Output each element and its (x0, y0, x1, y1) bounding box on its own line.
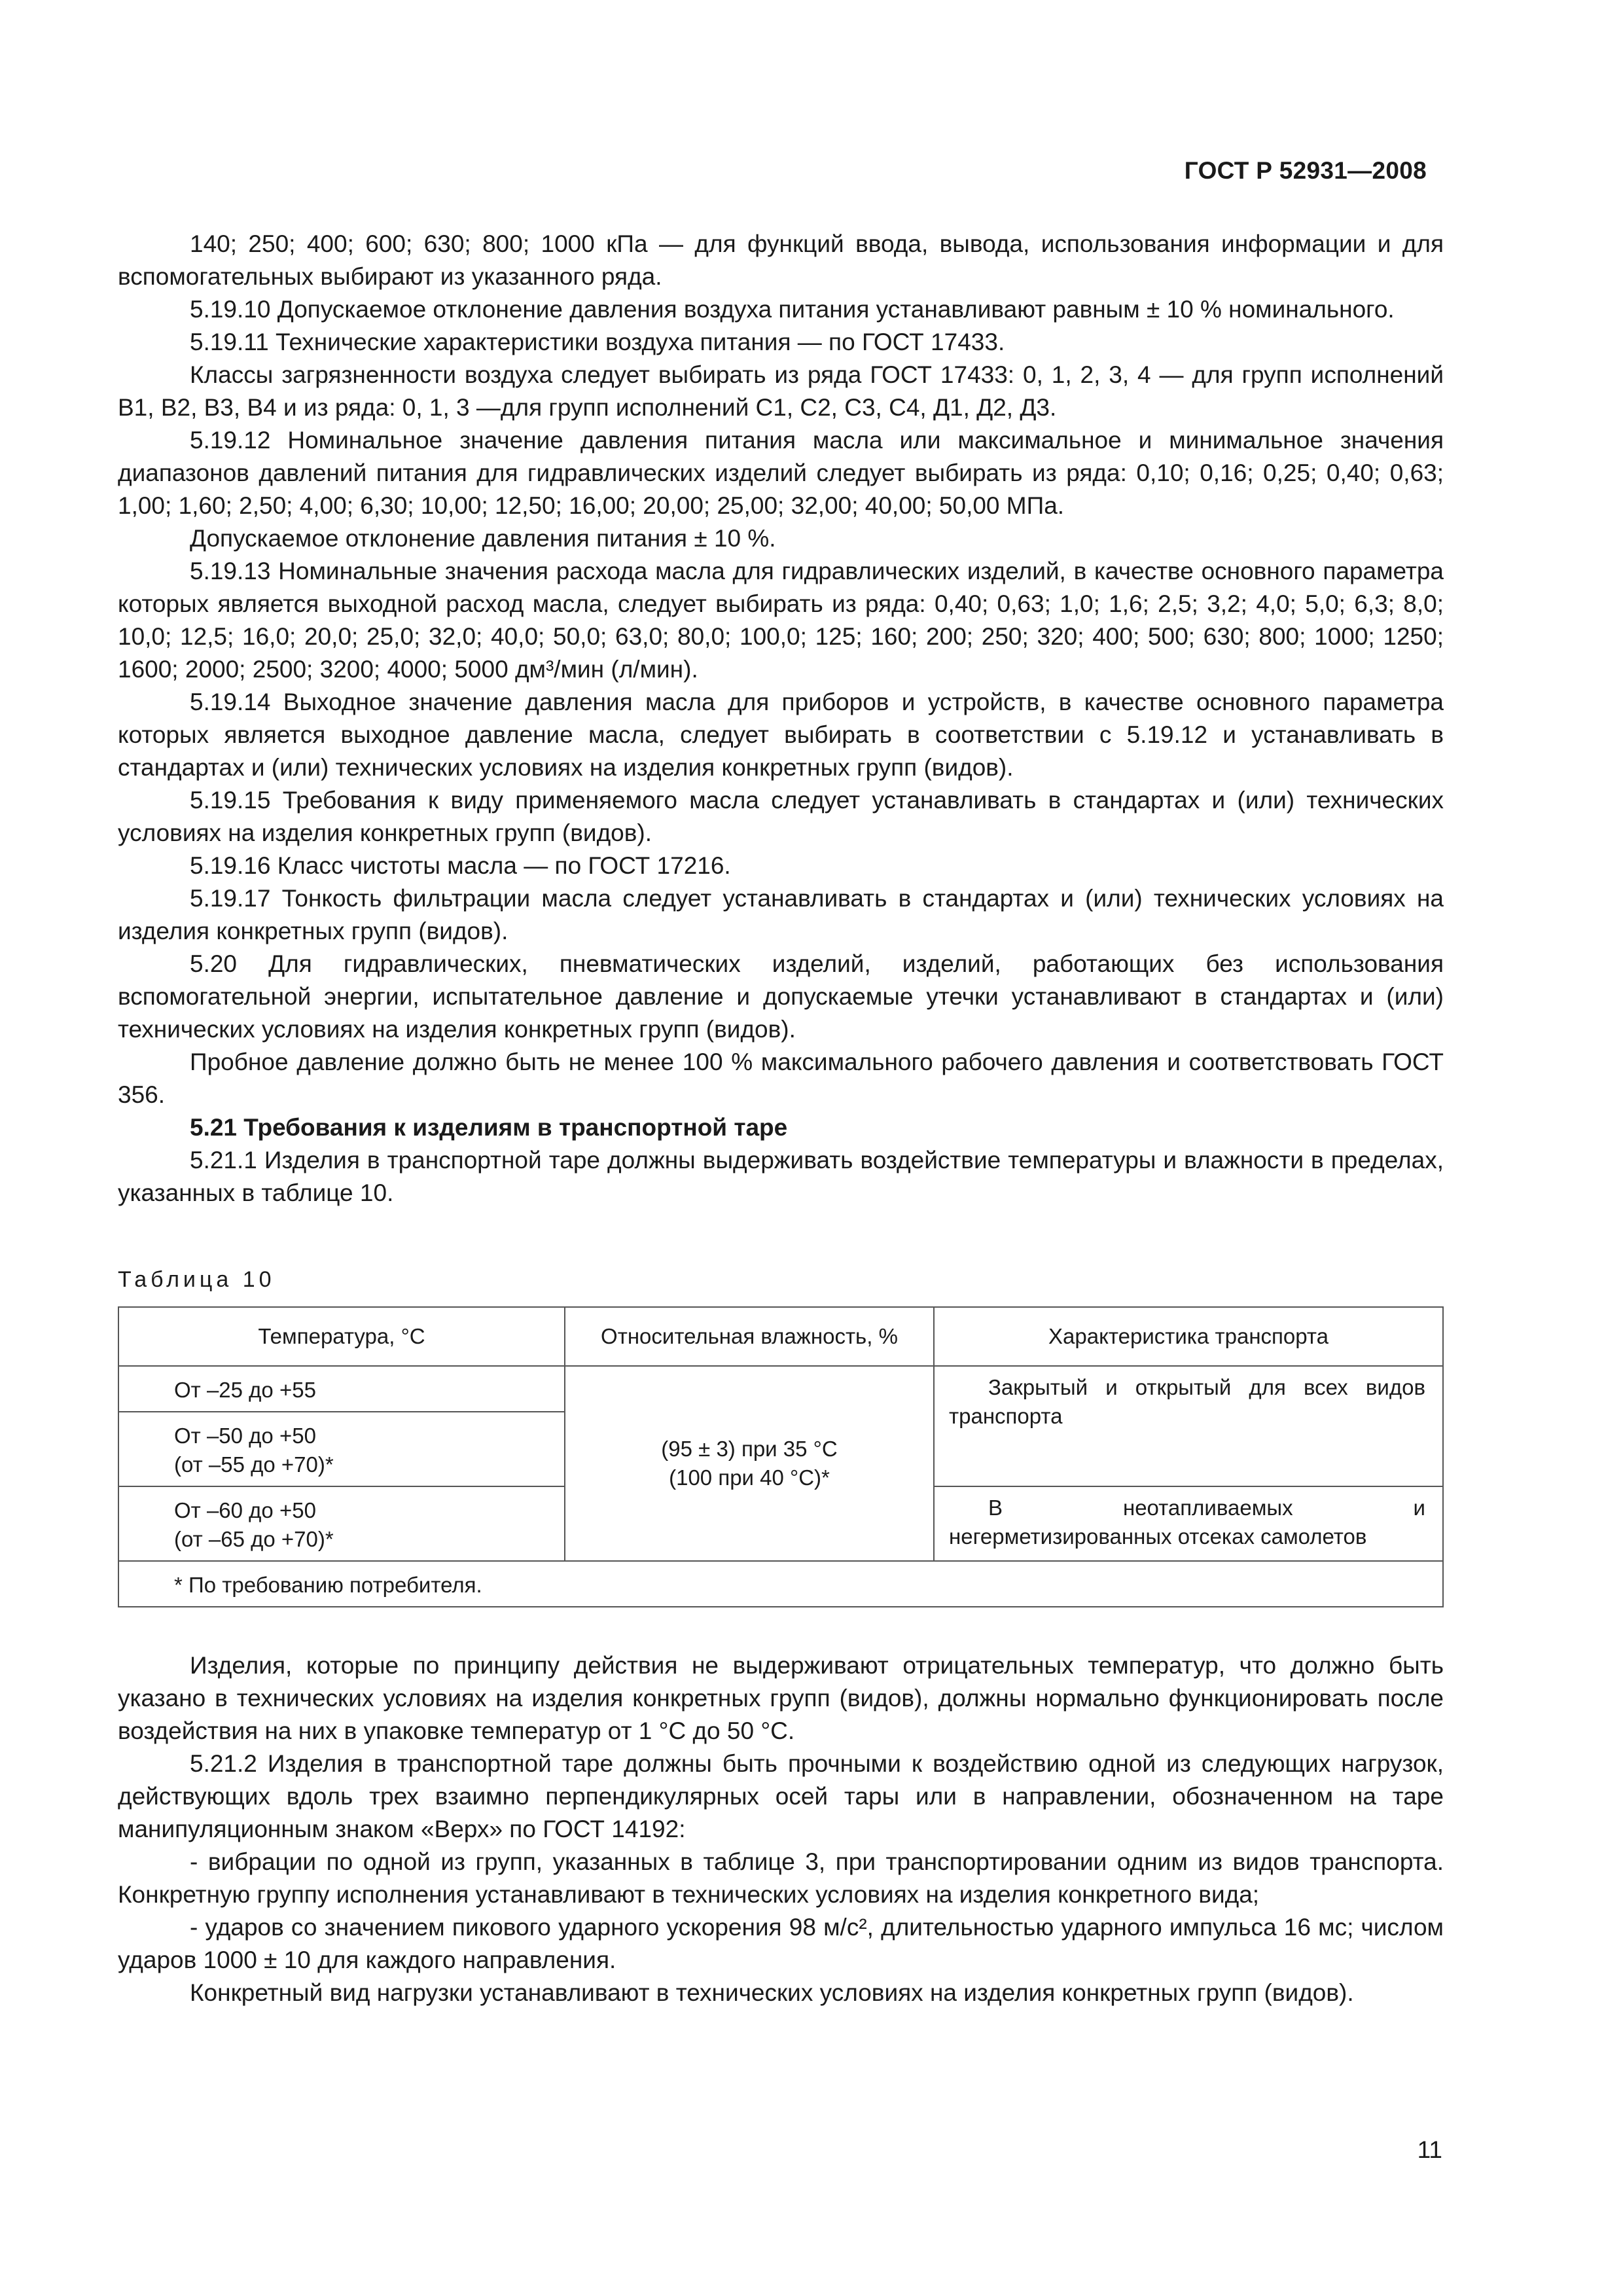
header-transport: Характеристика транспорта (934, 1307, 1443, 1366)
paragraph: 140; 250; 400; 600; 630; 800; 1000 кПа — для функций ввода, вывода, использования информации и для вспомогательных выбирают из указанного ряда. (118, 230, 1444, 290)
list-item: - вибрации по одной из групп, указанных в таблице 3, при транспортировании одним из видов транспорта. Конкретную группу исполнения устанавливают в технических условиях на изделия конкретного вида; (118, 1848, 1444, 1908)
table-footnote: * По требованию потребителя. (118, 1561, 1443, 1607)
paragraph-5-19-11: 5.19.11 Технические характеристики воздуха питания — по ГОСТ 17433. (190, 329, 1005, 355)
paragraph-5-19-12: 5.19.12 Номинальное значение давления питания масла или максимальное и минимальное значения диапазонов давлений питания для гидравлических изделий следует выбирать из ряда: 0,10; 0,16; 0,25; 0,40; 0,63; 1,00; 1,60; 2,50; 4,00; 6,30; 10,00; 12,50; 16,00; 20,00; 25,00; 32,00; 40,00; 50,00 МПа. (118, 427, 1444, 519)
paragraph-5-21-1: 5.21.1 Изделия в транспортной таре должны выдерживать воздействие температуры и влажности в пределах, указанных в таблице 10. (118, 1147, 1444, 1206)
paragraph: Изделия, которые по принципу действия не выдерживают отрицательных температур, что должно быть указано в технических условиях на изделия конкретных групп (видов), должны нормально функционировать после воздействия на них в упаковке температур от 1 °С до 50 °С. (118, 1652, 1444, 1744)
paragraph-5-20: 5.20 Для гидравлических, пневматических изделий, изделий, работающих без использования вспомогательной энергии, испытательное давление и допускаемые утечки устанавливают в стандартах и (или) технических условиях на изделия конкретных групп (видов). (118, 950, 1444, 1043)
paragraph-5-19-10: 5.19.10 Допускаемое отклонение давления воздуха питания устанавливают равным ± 10 % номинального. (190, 296, 1395, 323)
body-text-bottom (118, 1649, 1444, 2009)
body-text-top (118, 228, 1444, 1210)
paragraph-5-21-2: 5.21.2 Изделия в транспортной таре должны быть прочными к воздействию одной из следующих нагрузок, действующих вдоль трех взаимно перпендикулярных осей тары или в направлении, обозначенном на таре манипуляционным знаком «Верх» по ГОСТ 14192: (118, 1750, 1444, 1842)
table-10 (118, 1306, 1444, 1607)
temperature-cell: От –50 до +50 (от –55 до +70)* (118, 1412, 565, 1486)
page-number: 11 (1417, 2136, 1442, 2163)
temperature-cell: От –60 до +50 (от –65 до +70)* (118, 1486, 565, 1561)
header-temperature: Температура, °С (118, 1307, 565, 1366)
table-row (118, 1366, 1443, 1412)
transport-cell: В неотапливаемых и негерметизированных отсеках самолетов (934, 1486, 1443, 1561)
document-code: ГОСТ Р 52931—2008 (1184, 157, 1427, 184)
paragraph: Пробное давление должно быть не менее 100 % максимального рабочего давления и соответствовать ГОСТ 356. (118, 1049, 1444, 1108)
paragraph: Допускаемое отклонение давления питания ± 10 %. (190, 525, 776, 552)
paragraph-5-19-13: 5.19.13 Номинальные значения расхода масла для гидравлических изделий, в качестве основного параметра которых является выходной расход масла, следует выбирать из ряда: 0,40; 0,63; 1,0; 1,6; 2,5; 3,2; 4,0; 5,0; 6,3; 8,0; 10,0; 12,5; 16,0; 20,0; 25,0; 32,0; 40,0; 50,0; 63,0; 80,0; 100,0; 125; 160; 200; 250; 320; 400; 500; 630; 800; 1000; 1250; 1600; 2000; 2500; 3200; 4000; 5000 дм³/мин (л/мин). (118, 558, 1444, 683)
paragraph-5-19-16: 5.19.16 Класс чистоты масла — по ГОСТ 17216. (190, 852, 731, 879)
humidity-cell: (95 ± 3) при 35 °С (100 при 40 °С)* (565, 1366, 934, 1561)
paragraph: Конкретный вид нагрузки устанавливают в технических условиях на изделия конкретных групп (видов). (190, 1979, 1354, 2006)
transport-cell: Закрытый и открытый для всех видов транспорта (934, 1366, 1443, 1486)
table-header-row (118, 1307, 1443, 1366)
paragraph-5-19-14: 5.19.14 Выходное значение давления масла для приборов и устройств, в качестве основного параметра которых является выходное давление масла, следует выбирать в соответствии с 5.19.12 и устанавливать в стандартах и (или) технических условиях на изделия конкретных групп (видов). (118, 689, 1444, 781)
section-heading-5-21: 5.21 Требования к изделиям в транспортной таре (190, 1114, 788, 1141)
temperature-cell: От –25 до +55 (118, 1366, 565, 1412)
table-footnote-row (118, 1561, 1443, 1607)
table-caption: Таблица 10 (118, 1267, 276, 1292)
list-item: - ударов со значением пикового ударного ускорения 98 м/с², длительностью ударного импульса 16 мс; числом ударов 1000 ± 10 для каждого направления. (118, 1914, 1444, 1973)
paragraph-5-19-15: 5.19.15 Требования к виду применяемого масла следует устанавливать в стандартах и (или) технических условиях на изделия конкретных групп (видов). (118, 787, 1444, 846)
paragraph: Классы загрязненности воздуха следует выбирать из ряда ГОСТ 17433: 0, 1, 2, 3, 4 — для групп исполнений В1, В2, В3, В4 и из ряда: 0, 1, 3 —для групп исполнений С1, С2, С3, С4, Д1, Д2, Д3. (118, 361, 1444, 421)
header-humidity: Относительная влажность, % (565, 1307, 934, 1366)
paragraph-5-19-17: 5.19.17 Тонкость фильтрации масла следует устанавливать в стандартах и (или) технических условиях на изделия конкретных групп (видов). (118, 885, 1444, 944)
